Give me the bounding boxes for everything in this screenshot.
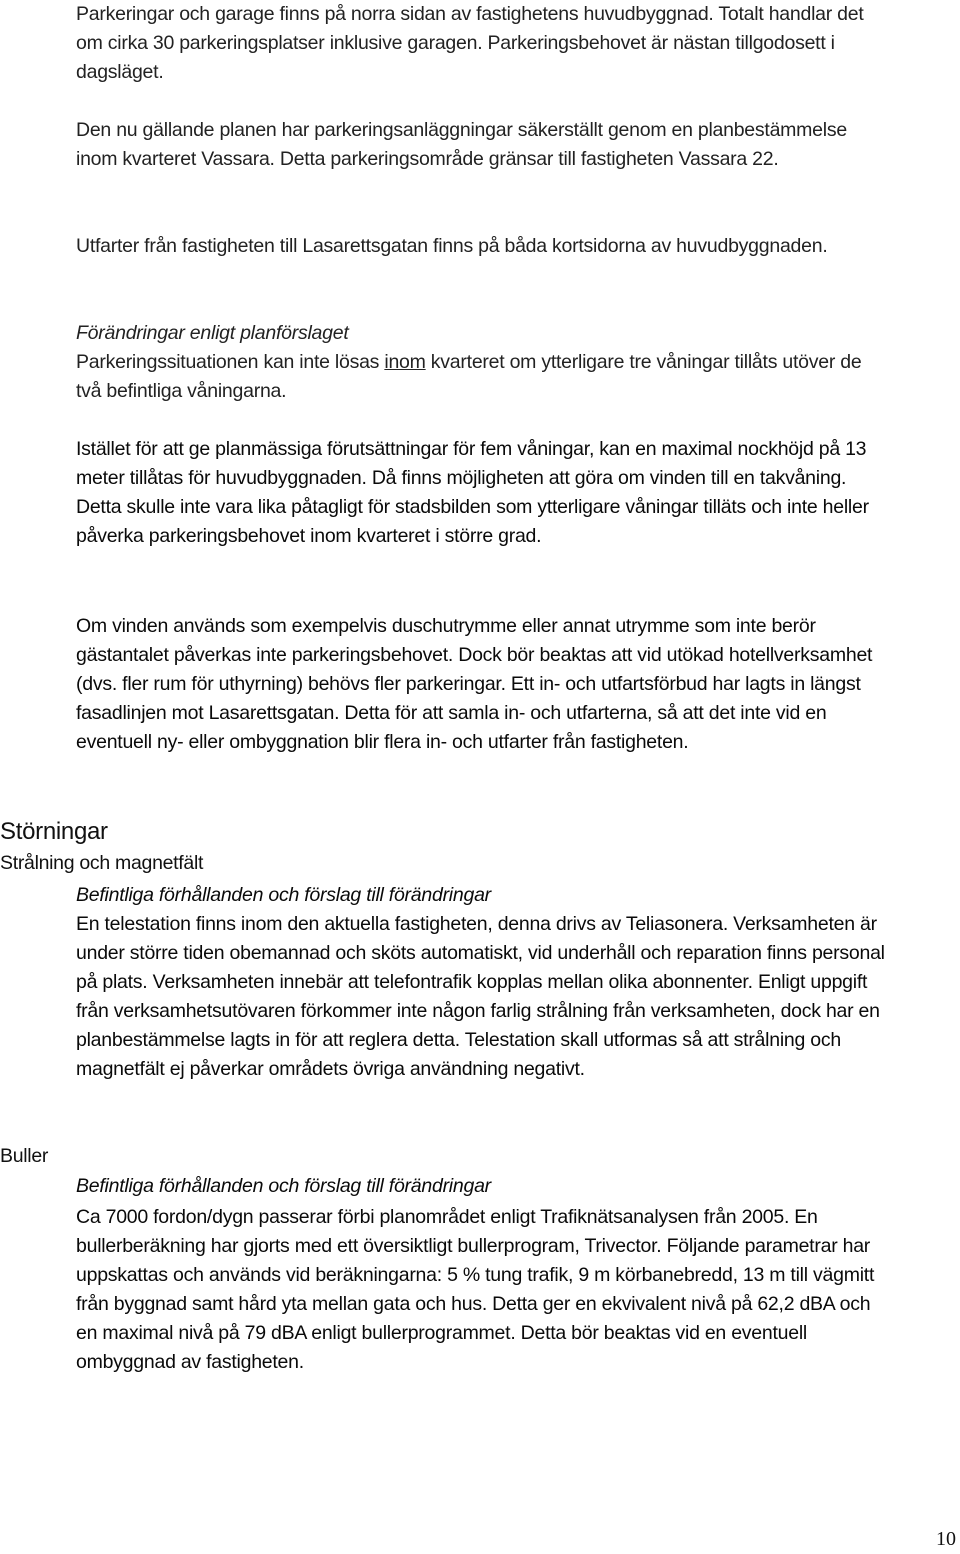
paragraph-current-plan: Den nu gällande planen har parkeringsanläggningar säkerställt genom en planbestämmelse inom kvarteret Vassara. Detta parkeringsområde gränsar till fastigheten Vassara 22. (76, 119, 847, 170)
paragraph-telestation: En telestation finns inom den aktuella fastigheten, denna drivs av Teliasonera. Verksamheten är under större tiden obemannad och sköts automatiskt, vid underhåll och reparation finns personal på plats. Verksamheten innebär att telefontrafik kopplas mellan olika abonnenter. Enligt uppgift från verksamhetsutövaren förkommer inte någon farlig strålning från verksamheten, dock har en planbestämmelse lagts in för att reglera detta. Telestation skall utformas så att strålning och magnetfält ej påverkar områdets övriga användning negativt. (76, 913, 885, 1080)
section-heading-disturbances: Störningar (0, 818, 108, 845)
subheading-radiation-conditions: Befintliga förhållanden och förslag till förändringar (76, 884, 491, 906)
paragraph-parking-situation-part2: kvarteret om ytterligare tre våningar tillåts utöver de två befintliga våningarna. (76, 351, 862, 402)
paragraph-exits: Utfarter från fastigheten till Lasarettsgatan finns på båda kortsidorna av huvudbyggnaden. (76, 235, 828, 257)
subsection-heading-noise: Buller (0, 1145, 49, 1167)
paragraph-noise-calculation: Ca 7000 fordon/dygn passerar förbi planområdet enligt Trafiknätsanalysen från 2005. En bullerberäkning har gjorts med ett översiktligt bullerprogram, Trivector. Följande parametrar har uppskattas och används vid beräkningarna: 5 % tung trafik, 9 m körbanebredd, 13 m till vägmitt från byggnad samt hård yta mellan gata och hus. Detta ger en ekvivalent nivå på 62,2 dBA och en maximal nivå på 79 dBA enligt bullerprogrammet. Detta bör beaktas vid en eventuell ombyggnad av fastigheten. (76, 1206, 875, 1373)
paragraph-attic-use: Om vinden används som exempelvis duschutrymme eller annat utrymme som inte berör gästantalet påverkas inte parkeringsbehovet. Dock bör beaktas att vid utökad hotellverksamhet (dvs. fler rum för uthyrning) behövs fler parkeringar. Ett in- och utfartsförbud har lagts in längst fasadlinjen mot Lasarettsgatan. Detta för att samla in- och utfarterna, så att det inte vid en eventuell ny- eller ombyggnation blir flera in- och utfarter från fastigheten. (76, 615, 873, 753)
paragraph-parking-situation-part1: Parkeringssituationen kan inte lösas (76, 351, 385, 373)
paragraph-ridge-height: Istället för att ge planmässiga förutsättningar för fem våningar, kan en maximal nockhöjd på 13 meter tillåtas för huvudbyggnaden. Då finns möjligheten att göra om vinden till en takvåning. Detta skulle inte vara lika påtagligt för stadsbilden som ytterligare våningar tilläts och inte heller påverka parkeringsbehovet inom kvarteret i större grad. (76, 438, 869, 547)
subheading-changes: Förändringar enligt planförslaget (76, 322, 349, 344)
subheading-noise-conditions: Befintliga förhållanden och förslag till förändringar (76, 1175, 491, 1197)
paragraph-parking-existing: Parkeringar och garage finns på norra sidan av fastighetens huvudbyggnad. Totalt handlar det om cirka 30 parkeringsplatser inklusive garagen. Parkeringsbehovet är nästan tillgodosett i dagsläget. (76, 3, 864, 83)
page-number: 10 (936, 1528, 956, 1550)
subsection-heading-radiation: Strålning och magnetfält (0, 852, 204, 874)
paragraph-parking-situation (76, 348, 886, 406)
underlined-word-inom: inom (384, 351, 426, 373)
